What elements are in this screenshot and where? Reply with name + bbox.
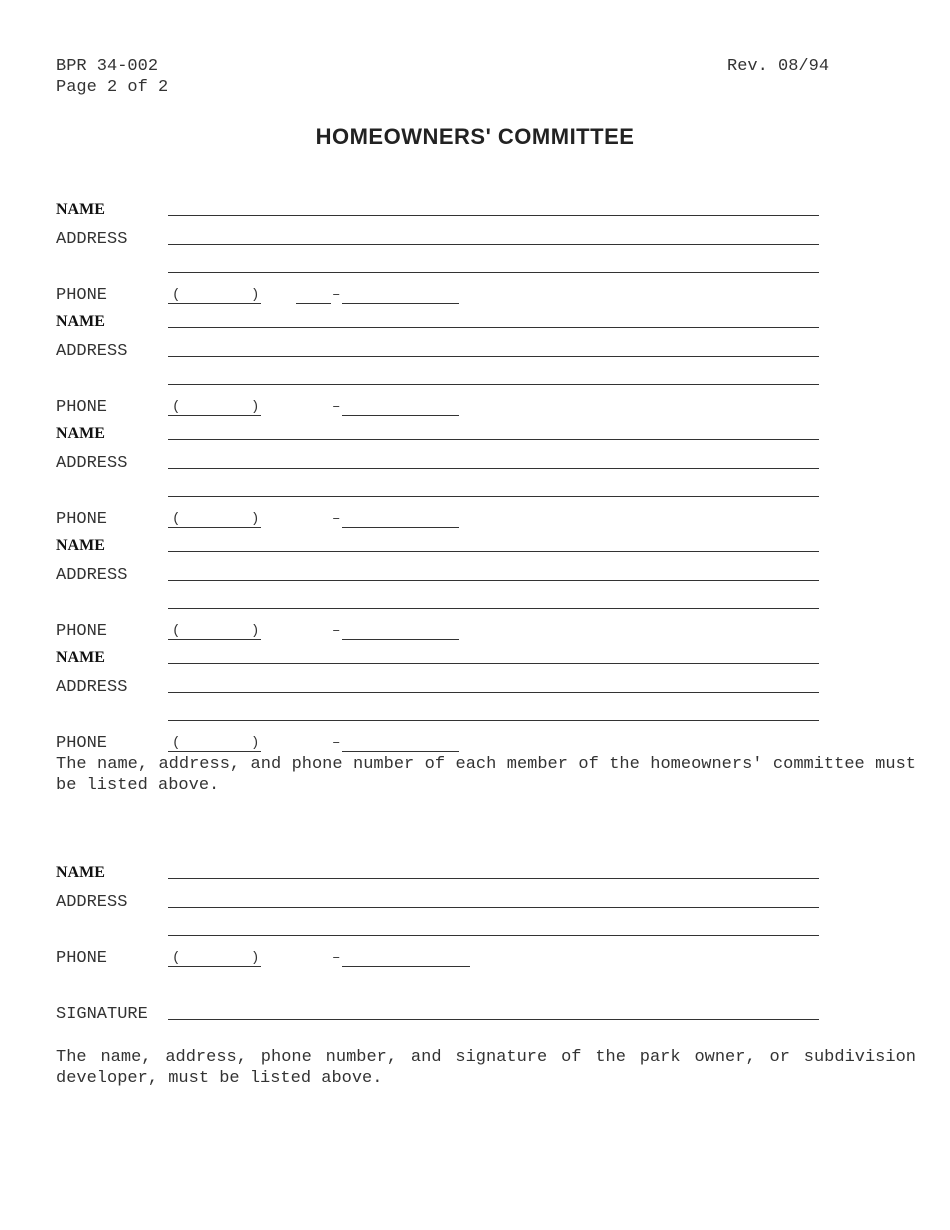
owner-instruction: The name, address, phone number, and signature of the park owner, or subdivision developer, must be listed above. [56,1048,916,1088]
area-code-underline [168,415,261,416]
name-label: NAME [56,649,105,666]
name-label: NAME [56,313,105,330]
address-field-line-2[interactable] [168,384,819,385]
name-label: NAME [56,864,105,881]
exchange-underline [296,303,331,304]
phone-open-paren: ( [172,287,181,303]
area-code-underline [168,751,261,752]
address-label: ADDRESS [56,230,128,249]
owner-address-field-line-2[interactable] [168,935,819,936]
address-field-line-2[interactable] [168,720,819,721]
phone-close-paren: ) [251,950,260,966]
phone-open-paren: ( [172,735,181,751]
phone-close-paren: ) [251,735,260,751]
name-field[interactable] [168,663,819,664]
address-field-line-1[interactable] [168,244,819,245]
area-code-underline [168,966,261,967]
address-field-line-2[interactable] [168,496,819,497]
phone-close-paren: ) [251,287,260,303]
address-field-line-1[interactable] [168,356,819,357]
owner-address-field-line-1[interactable] [168,907,819,908]
phone-field[interactable] [168,735,459,751]
name-field[interactable] [168,439,819,440]
address-field-line-2[interactable] [168,272,819,273]
name-field[interactable] [168,327,819,328]
phone-dash: – [332,950,341,966]
form-number: BPR 34-002 [56,57,159,76]
address-label: ADDRESS [56,566,128,585]
name-field[interactable] [168,551,819,552]
phone-open-paren: ( [172,511,181,527]
signature-label: SIGNATURE [56,1005,148,1024]
name-label: NAME [56,201,105,218]
address-field-line-1[interactable] [168,468,819,469]
committee-instruction: The name, address, and phone number of each member of the homeowners' committee must be listed above. [56,755,916,795]
address-field-line-1[interactable] [168,692,819,693]
number-underline [342,966,470,967]
owner-name-field[interactable] [168,878,819,879]
phone-label: PHONE [56,510,108,529]
phone-field[interactable] [168,623,459,639]
phone-label: PHONE [56,398,108,417]
name-field[interactable] [168,215,819,216]
phone-open-paren: ( [172,399,181,415]
phone-dash: – [332,735,341,751]
phone-label: PHONE [56,949,108,968]
page-indicator: Page 2 of 2 [56,78,169,97]
phone-label: PHONE [56,734,108,753]
phone-label: PHONE [56,622,108,641]
area-code-underline [168,639,261,640]
name-label: NAME [56,537,105,554]
number-underline [342,751,459,752]
number-underline [342,303,459,304]
address-label: ADDRESS [56,342,128,361]
number-underline [342,639,459,640]
phone-open-paren: ( [172,950,181,966]
page-title: HOMEOWNERS' COMMITTEE [315,124,635,149]
phone-open-paren: ( [172,623,181,639]
phone-close-paren: ) [251,623,260,639]
phone-dash: – [332,399,341,415]
phone-close-paren: ) [251,511,260,527]
phone-dash: – [332,623,341,639]
address-label: ADDRESS [56,678,128,697]
address-label: ADDRESS [56,893,128,912]
phone-dash: – [332,287,341,303]
number-underline [342,415,459,416]
signature-field[interactable] [168,1019,819,1020]
address-field-line-1[interactable] [168,580,819,581]
name-label: NAME [56,425,105,442]
revision-date: Rev. 08/94 [727,57,830,76]
phone-close-paren: ) [251,399,260,415]
phone-field[interactable] [168,287,459,303]
number-underline [342,527,459,528]
address-label: ADDRESS [56,454,128,473]
area-code-underline [168,527,261,528]
owner-phone-field[interactable] [168,950,470,966]
phone-dash: – [332,511,341,527]
phone-field[interactable] [168,511,459,527]
phone-label: PHONE [56,286,108,305]
area-code-underline [168,303,261,304]
address-field-line-2[interactable] [168,608,819,609]
phone-field[interactable] [168,399,459,415]
